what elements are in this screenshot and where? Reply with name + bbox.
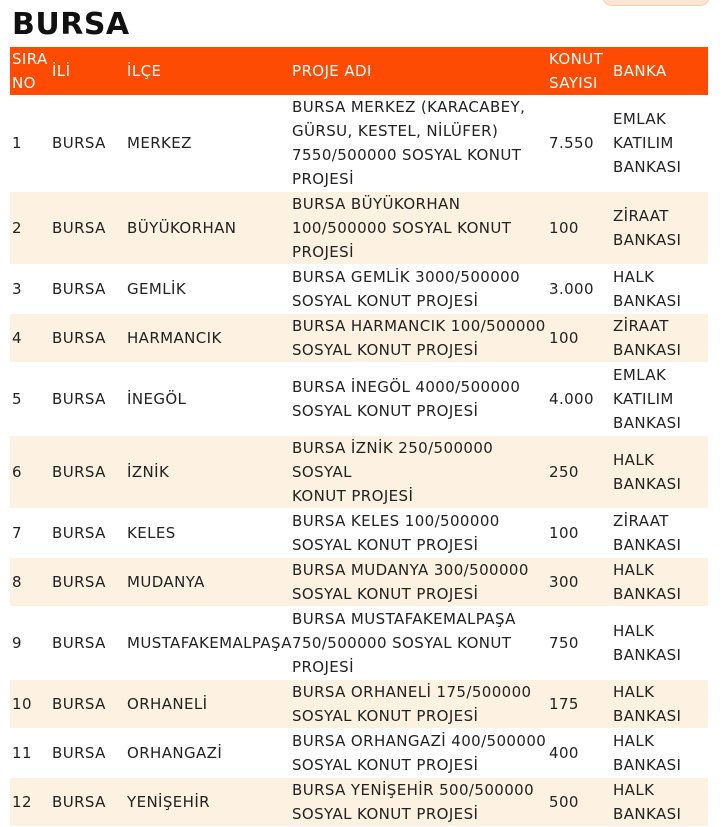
table-row [10, 192, 708, 265]
cell-il: BURSA [50, 509, 125, 558]
header-sira-no-label: SIRA NO [12, 50, 48, 92]
header-banka: BANKA [611, 47, 708, 95]
cell-proje: BURSA MUSTAFAKEMALPAŞA 750/500000 SOSYAL KONUT PROJESİ [290, 607, 547, 680]
table-row [10, 509, 708, 558]
top-pill-button[interactable] [602, 0, 710, 6]
cell-proje: BURSA ORHANELİ 175/500000 SOSYAL KONUT PROJESİ [290, 680, 547, 729]
cell-no: 9 [10, 607, 50, 680]
cell-il: BURSA [50, 314, 125, 363]
table-header [10, 47, 708, 95]
cell-ilce: MUDANYA [125, 558, 290, 607]
cell-konut: 300 [547, 558, 611, 607]
cell-ilce: ORHANELİ [125, 680, 290, 729]
table-row [10, 95, 708, 192]
header-row [10, 47, 708, 95]
cell-proje: BURSA HARMANCIK 100/500000 SOSYAL KONUT PROJESİ [290, 314, 547, 363]
cell-no: 7 [10, 509, 50, 558]
cell-konut: 175 [547, 680, 611, 729]
table-row [10, 436, 708, 509]
cell-banka: HALK BANKASI [611, 265, 708, 314]
cell-konut: 750 [547, 607, 611, 680]
cell-il: BURSA [50, 680, 125, 729]
cell-ilce: ORHANGAZİ [125, 729, 290, 778]
cell-konut: 4.000 [547, 363, 611, 436]
cell-ilce: İNEGÖL [125, 363, 290, 436]
cell-konut: 250 [547, 436, 611, 509]
cell-ilce: BÜYÜKORHAN [125, 192, 290, 265]
cell-konut: 100 [547, 192, 611, 265]
cell-no: 11 [10, 729, 50, 778]
cell-banka: HALK BANKASI [611, 436, 708, 509]
table-row [10, 558, 708, 607]
cell-proje: BURSA BÜYÜKORHAN 100/500000 SOSYAL KONUT PROJESİ [290, 192, 547, 265]
header-sira-no [10, 47, 50, 95]
cell-no: 8 [10, 558, 50, 607]
cell-no: 12 [10, 778, 50, 827]
cell-banka: ZİRAAT BANKASI [611, 314, 708, 363]
cell-proje: BURSA MERKEZ (KARACABEY, GÜRSU, KESTEL, NİLÜFER) 7550/500000 SOSYAL KONUT PROJESİ [290, 95, 547, 192]
cell-ilce: İZNİK [125, 436, 290, 509]
cell-il: BURSA [50, 729, 125, 778]
social-housing-table [10, 47, 708, 827]
cell-il: BURSA [50, 95, 125, 192]
cell-banka: EMLAK KATILIM BANKASI [611, 363, 708, 436]
cell-konut: 100 [547, 509, 611, 558]
cell-banka: HALK BANKASI [611, 558, 708, 607]
cell-no: 4 [10, 314, 50, 363]
header-konut-sayisi [547, 47, 611, 95]
cell-il: BURSA [50, 192, 125, 265]
cell-ilce: KELES [125, 509, 290, 558]
cell-banka: HALK BANKASI [611, 680, 708, 729]
cell-banka: ZİRAAT BANKASI [611, 192, 708, 265]
cell-no: 3 [10, 265, 50, 314]
cell-il: BURSA [50, 436, 125, 509]
cell-ilce: YENİŞEHİR [125, 778, 290, 827]
cell-konut: 400 [547, 729, 611, 778]
cell-proje: BURSA ORHANGAZİ 400/500000 SOSYAL KONUT PROJESİ [290, 729, 547, 778]
table-row [10, 314, 708, 363]
cell-ilce: MERKEZ [125, 95, 290, 192]
cell-banka: ZİRAAT BANKASI [611, 509, 708, 558]
cell-konut: 100 [547, 314, 611, 363]
table-row [10, 729, 708, 778]
table-body [10, 95, 708, 827]
page-title: BURSA [12, 7, 130, 42]
cell-proje: BURSA GEMLİK 3000/500000 SOSYAL KONUT PROJESİ [290, 265, 547, 314]
header-konut-sayisi-label: KONUT SAYISI [549, 50, 604, 92]
cell-no: 10 [10, 680, 50, 729]
cell-banka: HALK BANKASI [611, 729, 708, 778]
cell-konut: 3.000 [547, 265, 611, 314]
cell-ilce: HARMANCIK [125, 314, 290, 363]
header-proje-adi: PROJE ADI [290, 47, 547, 95]
table-row [10, 363, 708, 436]
cell-no: 2 [10, 192, 50, 265]
cell-proje: BURSA KELES 100/500000 SOSYAL KONUT PROJESİ [290, 509, 547, 558]
cell-il: BURSA [50, 607, 125, 680]
cell-il: BURSA [50, 265, 125, 314]
cell-proje: BURSA YENİŞEHİR 500/500000 SOSYAL KONUT PROJESİ [290, 778, 547, 827]
table-row [10, 778, 708, 827]
header-ili: İLİ [50, 47, 125, 95]
cell-banka: EMLAK KATILIM BANKASI [611, 95, 708, 192]
cell-il: BURSA [50, 778, 125, 827]
cell-no: 5 [10, 363, 50, 436]
cell-ilce: GEMLİK [125, 265, 290, 314]
cell-no: 1 [10, 95, 50, 192]
header-ilce: İLÇE [125, 47, 290, 95]
cell-il: BURSA [50, 558, 125, 607]
cell-il: BURSA [50, 363, 125, 436]
cell-no: 6 [10, 436, 50, 509]
table-row [10, 607, 708, 680]
cell-banka: HALK BANKASI [611, 778, 708, 827]
cell-banka: HALK BANKASI [611, 607, 708, 680]
table-row [10, 265, 708, 314]
cell-proje: BURSA İNEGÖL 4000/500000 SOSYAL KONUT PROJESİ [290, 363, 547, 436]
cell-ilce: MUSTAFAKEMALPAŞA [125, 607, 290, 680]
cell-proje: BURSA İZNİK 250/500000 SOSYAL KONUT PROJESİ [290, 436, 547, 509]
table-row [10, 680, 708, 729]
cell-proje: BURSA MUDANYA 300/500000 SOSYAL KONUT PROJESİ [290, 558, 547, 607]
cell-konut: 7.550 [547, 95, 611, 192]
cell-konut: 500 [547, 778, 611, 827]
